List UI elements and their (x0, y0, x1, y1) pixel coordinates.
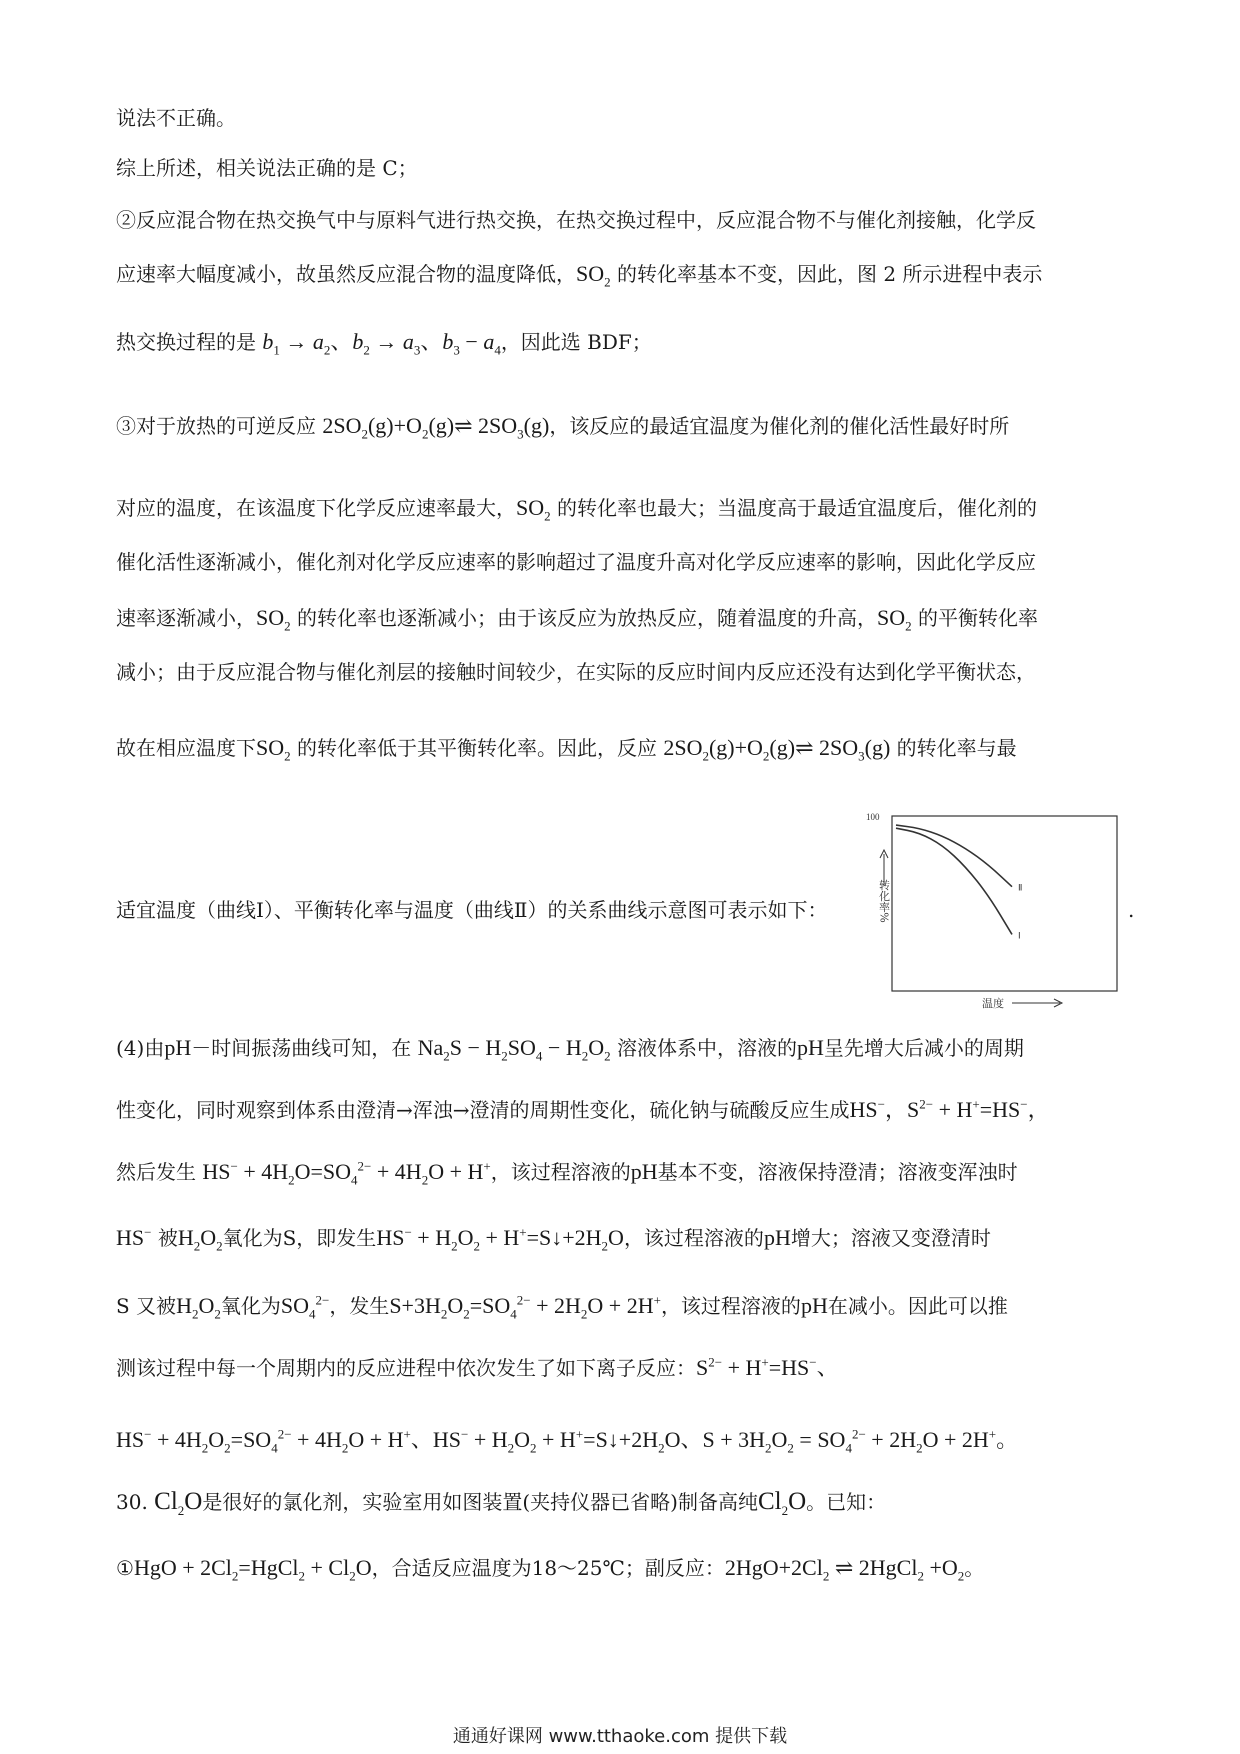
text-line: 适宜温度（曲线Ⅰ）、平衡转化率与温度（曲线Ⅱ）的关系曲线示意图可表示如下： . (116, 898, 1135, 922)
text-line: 减小；由于反应混合物与催化剂层的接触时间较少，在实际的反应时间内反应还没有达到化学平衡状态， (116, 660, 1036, 684)
text-line: 催化活性逐渐减小，催化剂对化学反应速率的影响超过了温度升高对化学反应速率的影响，因此化学反应 (116, 550, 1036, 574)
series-label-1: Ⅱ (1018, 882, 1023, 893)
text-line: 测该过程中每一个周期内的反应进程中依次发生了如下离子反应：$S^{2-} + H^+=HS^-$、 (116, 1354, 839, 1380)
conversion-rate-chart (862, 806, 1132, 1016)
chart-frame (892, 816, 1117, 991)
text-line: 说法不正确。 (116, 106, 236, 130)
text-line: HS− 被$H_2O_2$氧化为S，即发生$HS^- + H_2O_2$ + $H^+=S↓+2H_2O$，该过程溶液的pH增大；溶液又变澄清时 (116, 1224, 991, 1254)
text-line: 故在相应温度下$SO_2$ 的转化率低于其平衡转化率。因此，反应 $2SO_2(g)+O_2(g)\rightleftharpoons$ $2SO_3(g)$ 的转化率与最 (116, 735, 1017, 764)
text-line: 30. $Cl_2O$是很好的氯化剂，实验室用如图装置(夹持仪器已省略)制备高纯$Cl_2O$。已知： (116, 1488, 887, 1518)
text-line: 综上所述，相关说法正确的是 C； (116, 156, 418, 180)
text-line: 热交换过程的是 $b_1 \to a_2$、$b_2 \to a_3$、$b_3 - a_4$，因此选 BDF； (116, 329, 652, 358)
text-line: 然后发生 $HS^- + 4H_2O=SO_4^{2-} + 4H_2O + H^+$，该过程溶液的pH基本不变，溶液保持澄清；溶液变浑浊时 (116, 1158, 1018, 1188)
text-line: (4)由pH－时间振荡曲线可知，在 $Na_2S - H_2SO_4 - H_2O_2$ 溶液体系中，溶液的pH呈先增大后减小的周期 (116, 1035, 1024, 1064)
text-line: $HS^- + 4H_2O_2=SO_4^{2-} + 4H_2O + H^+$、$HS^- + H_2O_2$ + $H^+=S↓+2H_2O$、$S + 3H_2O_2 = SO_4^{2-} + 2H_2O + 2H^+$。 (116, 1426, 1019, 1456)
text-line: 应速率大幅度减小，故虽然反应混合物的温度降低，$SO_2$ 的转化率基本不变，因此，图 2 所示进程中表示 (116, 261, 1043, 290)
x-axis-label: 温度 (982, 997, 1004, 1010)
text-line: ③对于放热的可逆反应 $2SO_2(g)+O_2(g)\rightleftharpoons$ $2SO_3(g)$，该反应的最适宜温度为催化剂的催化活性最好时所 (116, 413, 1010, 442)
y-tick-label: 100 (866, 812, 880, 822)
series-line-2 (896, 828, 1012, 934)
page-footer: 通通好课网 www.tthaoke.com 提供下载 (452, 1726, 788, 1747)
series-label-2: Ⅰ (1018, 930, 1021, 941)
text-line: 速率逐渐减小，$SO_2$ 的转化率也逐渐减小；由于该反应为放热反应，随着温度的升高，$SO_2$ 的平衡转化率 (116, 605, 1038, 634)
text-line: S 又被$H_2O_2$氧化为$SO_4^{2-}$，发生$S+3H_2O_2=SO_4^{2-} + 2H_2O + 2H^+$，该过程溶液的pH在减小。因此可以推 (116, 1292, 1008, 1322)
y-axis-label: 转化率% (877, 879, 891, 923)
text-line: 性变化，同时观察到体系由澄清→浑浊→澄清的周期性变化，硫化钠与硫酸反应生成HS−，$S^{2-} + H^+=HS^-$， (116, 1096, 1050, 1122)
text-line: ②反应混合物在热交换气中与原料气进行热交换，在热交换过程中，反应混合物不与催化剂接触，化学反 (116, 208, 1036, 232)
text-line: ①HgO + $2Cl_2=HgCl_2 + Cl_2O$，合适反应温度为18～25℃；副反应：$2HgO+2Cl_2$ ⇌ 2HgCl$_2$ $+O_2$。 (116, 1555, 985, 1584)
text-line: 对应的温度，在该温度下化学反应速率最大，$SO_2$ 的转化率也最大；当温度高于最适宜温度后，催化剂的 (116, 495, 1037, 524)
